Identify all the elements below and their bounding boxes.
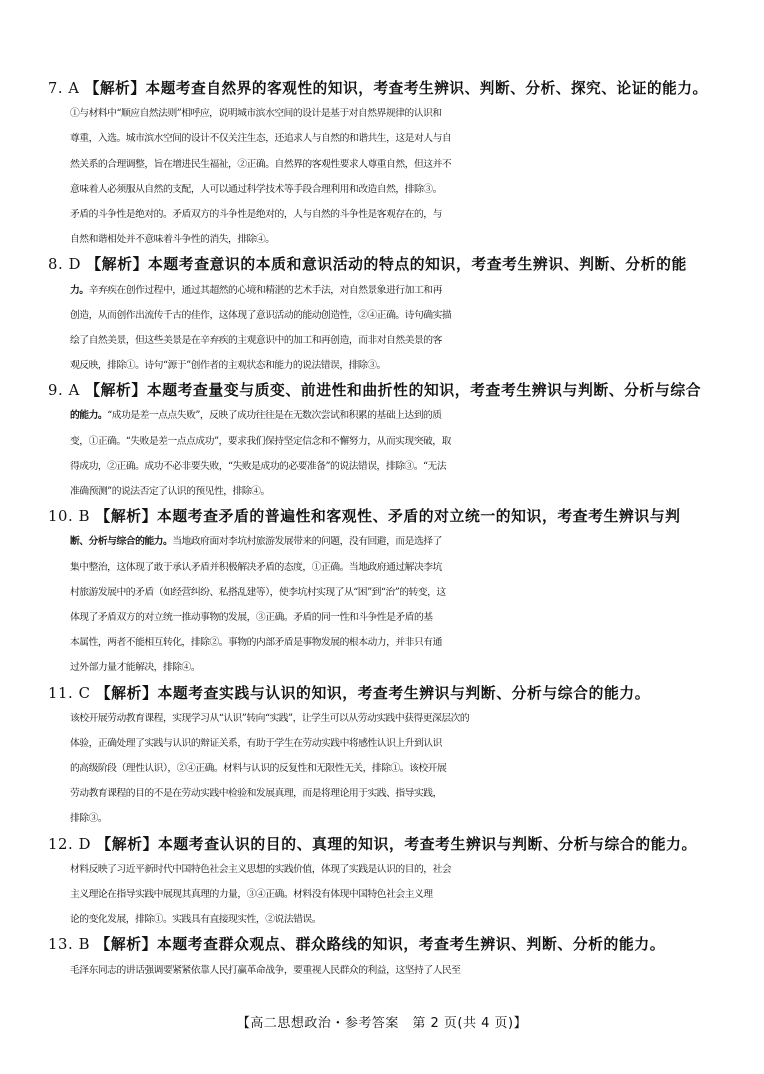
analysis-line: 毛泽东同志的讲话强调要紧紧依靠人民打赢革命战争，要重视人民群众的利益，这坚持了人民至 (70, 964, 461, 976)
answer-item-8 (48, 252, 708, 378)
analysis-tag: 【解析】 (85, 382, 147, 400)
analysis-line: 村旅游发展中的矛盾（如经营纠纷、私搭乱建等），使李坑村实现了从“困”到“治”的转变，这 (70, 586, 446, 598)
analysis-line: 体验，正确处理了实践与认识的辩证关系，有助于学生在劳动实践中将感性认识上升到认识 (70, 737, 442, 749)
analysis-line: 绘了自然美景，但这些美景是在辛弃疾的主观意识中的加工和再创造，而非对自然美景的客 (70, 334, 442, 346)
analysis-summary-cont: 的能力。 (70, 410, 108, 422)
analysis-line: 集中整治，这体现了敢于承认矛盾并积极解决矛盾的态度，①正确。当地政府通过解决李坑 (70, 561, 442, 573)
page-footer: 【高二思想政治・参考答案 第 2 页(共 4 页)】 (236, 1016, 528, 1031)
analysis-line: 变，①正确。“失败是差一点点成功”，要求我们保持坚定信念和不懈努力，从而实现突破，取 (70, 435, 451, 447)
analysis-line: “成功是差一点点失败”，反映了成功往往是在无数次尝试和积累的基础上达到的质 (107, 410, 442, 422)
analysis-tag: 【解析】 (84, 80, 146, 97)
analysis-line: 材料反映了习近平新时代中国特色社会主义思想的实践价值，体现了实践是认识的目的，社会 (70, 863, 452, 875)
answer-item-12 (48, 832, 708, 933)
analysis-tag: 【解析】 (96, 835, 159, 853)
answer-item-11 (48, 681, 708, 832)
analysis-line: 论的变化发展，排除①。实践具有直接现实性，②说法错误。 (70, 914, 322, 926)
answer-list (48, 76, 708, 983)
analysis-summary: 本题考查认识的目的、真理的知识，考查考生辨识与判断、分析与综合的能力。 (158, 835, 697, 853)
analysis-line: 然关系的合理调整，旨在增进民生福祉，②正确。自然界的客观性要求人尊重自然，但这并不 (70, 158, 452, 170)
analysis-summary: 本题考查自然界的客观性的知识，考查考生辨识、判断、分析、探究、论证的能力。 (145, 80, 708, 97)
analysis-line: 观反映，排除①。诗句“源于”创作者的主观状态和能力的说法错误，排除③。 (70, 360, 386, 372)
answer-number: 8. D (48, 256, 82, 274)
analysis-line: 意味着人必须服从自然的支配，人可以通过科学技术等手段合理利用和改造自然，排除③。 (70, 183, 442, 195)
analysis-tag: 【解析】 (95, 684, 158, 702)
analysis-line: 得成功，②正确。成功不必非要失败，“失败是成功的必要准备”的说法错误，排除③。“无法 (70, 460, 447, 472)
answer-number: 13. B (48, 936, 91, 954)
analysis-line: 当地政府面对李坑村旅游发展带来的问题，没有回避，而是选择了 (172, 536, 442, 548)
analysis-line: ①与材料中“顺应自然法则”相呼应，说明城市滨水空间的设计是基于对自然界规律的认识和 (70, 108, 442, 120)
answer-number: 9. A (48, 382, 80, 400)
answer-item-13 (48, 932, 708, 982)
answer-number: 7. A (48, 80, 80, 97)
analysis-summary: 本题考查群众观点、群众路线的知识，考查考生辨识、判断、分析的能力。 (157, 936, 666, 954)
analysis-line: 本属性，两者不能相互转化，排除②。事物的内部矛盾是事物发展的根本动力，并非只有通 (70, 637, 442, 649)
analysis-summary: 本题考查矛盾的普遍性和客观性、矛盾的对立统一的知识，考查考生辨识与判 (157, 508, 681, 526)
answer-item-10 (48, 504, 708, 680)
analysis-summary-cont: 力。 (70, 284, 89, 296)
analysis-line: 排除③。 (70, 813, 108, 825)
analysis-line: 该校开展劳动教育课程，实现学习从“认识”转向“实践”，让学生可以从劳动实践中获得更深层次的 (70, 712, 470, 724)
analysis-line: 矛盾的斗争性是绝对的。矛盾双方的斗争性是绝对的，人与自然的斗争性是客观存在的，与 (70, 208, 442, 220)
answer-item-9 (48, 378, 708, 504)
answer-number: 10. B (48, 508, 91, 526)
analysis-summary: 本题考查意识的本质和意识活动的特点的知识，考查考生辨识、判断、分析的能 (148, 256, 687, 274)
analysis-line: 自然和谐相处并不意味着斗争性的消失，排除④。 (70, 234, 275, 246)
analysis-summary-cont: 断、分析与综合的能力。 (70, 536, 173, 548)
analysis-line: 的高级阶段（理性认识），②④正确。材料与认识的反复性和无限性无关，排除①。该校开展 (70, 763, 447, 775)
answer-number: 11. C (48, 684, 91, 702)
analysis-line: 劳动教育课程的目的不是在劳动实践中检验和发展真理，而是将理论用于实践、指导实践， (70, 788, 442, 800)
analysis-summary: 本题考查实践与认识的知识，考查考生辨识与判断、分析与综合的能力。 (157, 684, 651, 702)
analysis-line: 准确预测”的说法否定了认识的预见性，排除④。 (70, 486, 270, 497)
analysis-line: 创造，从而创作出流传千古的佳作，这体现了意识活动的能动创造性，②④正确。诗句确实描 (70, 309, 452, 321)
analysis-summary: 本题考查量变与质变、前进性和曲折性的知识，考查考生辨识与判断、分析与综合 (146, 382, 702, 400)
analysis-line: 过外部力量才能解决，排除④。 (70, 662, 201, 674)
analysis-line: 主义理论在指导实践中展现其真理的力量，③④正确。材料没有体现中国特色社会主义理 (70, 889, 433, 900)
analysis-line: 辛弃疾在创作过程中，通过其超然的心境和精湛的艺术手法，对自然景象进行加工和再 (88, 284, 442, 296)
analysis-tag: 【解析】 (95, 936, 158, 954)
analysis-line: 体现了矛盾双方的对立统一推动事物的发展，③正确。矛盾的同一性和斗争性是矛盾的基 (70, 611, 433, 623)
analysis-tag: 【解析】 (86, 256, 148, 274)
analysis-line: 尊重，入选。城市滨水空间的设计不仅关注生态，还追求人与自然的和谐共生，这是对人与自 (70, 133, 452, 145)
analysis-tag: 【解析】 (95, 508, 158, 526)
answer-item-7 (48, 76, 708, 252)
answer-number: 12. D (48, 835, 92, 853)
